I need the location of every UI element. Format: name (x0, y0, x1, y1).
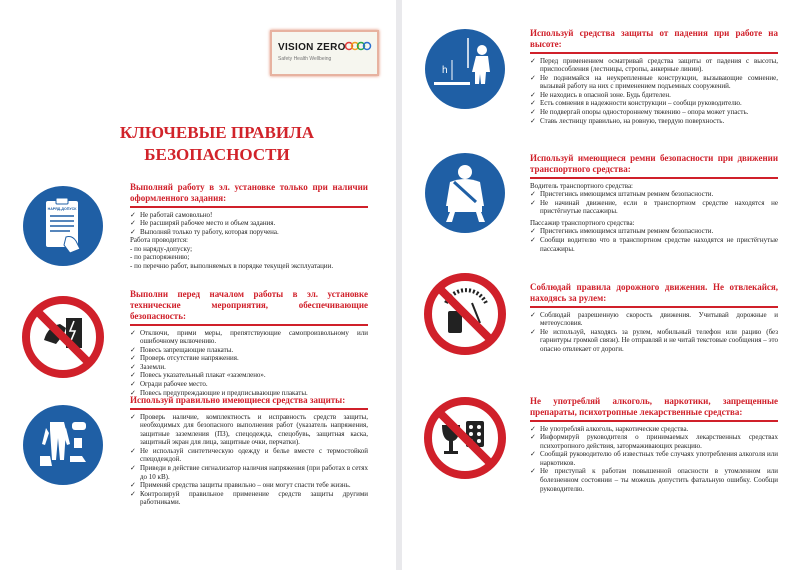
section-heading: Используй средства защиты от падения при работе на высоте: (530, 28, 778, 49)
section-heading: Не употребляй алкоголь, наркотики, запрещенные препараты, психотропные лекарственные средства: (530, 396, 778, 417)
list-item: ✓ Сообщи водителю что в транспортном средстве находятся не пристёгнутые пассажиры. (530, 236, 778, 253)
list-item: ✓ Сообщай руководителю об известных тебе случаях употребления алкоголя или наркотиков. (530, 450, 778, 467)
section-divider (130, 408, 368, 410)
logo-rings-icon (344, 40, 374, 52)
height-icon-letter: h (442, 65, 448, 76)
section-work-assignment (130, 182, 368, 271)
list-item: ✓ Перед применением осматривай средства защиты от падения с высоты, приспособления (лестницы, стропы, анкерные линии). (530, 57, 778, 74)
list-item: ✓ Не используй синтетическую одежду и белье вместе с термостойкой спецодеждой. (130, 447, 368, 464)
fall-protection-icon (424, 28, 506, 110)
list-item: ✓ Проверь наличие, комплектность и исправность средств защиты, необходимых для безопасного выполнения работ (указатель напряжения, защитные заземления (ПЗ), спецодежда, спецобувь, защитная каска, защитный экран для лица, защитные очки, перчатки). (130, 413, 368, 447)
section-divider (130, 206, 368, 208)
list-item: ✓ Пристегнись имеющимся штатным ремнем безопасности. (530, 227, 778, 236)
logo-tagline: Safety Health Wellbeing (278, 56, 332, 62)
page-title (112, 122, 322, 166)
list-item: ✓ Не расширяй рабочее место и объем задания. (130, 219, 368, 228)
list-item: ✓ Повесь указательный плакат «заземлено». (130, 371, 368, 380)
seatbelt-icon (424, 152, 506, 234)
section-technical-measures (130, 289, 368, 397)
section-divider (530, 177, 778, 179)
list-item: ✓ Приведи в действие сигнализатор наличия напряжения (при работах в сетях до 10 кВ). (130, 464, 368, 481)
list-item: ✓ Применяй средства защиты правильно – они могут спасти тебе жизнь. (130, 481, 368, 490)
list-item: ✓ Не используй, находясь за рулем, мобильный телефон или рацию (без гарнитуры громкой связи). Не отправляй и не читай текстовые сообщения – это опасно отвлекает от дороги. (530, 328, 778, 354)
plain-line: Работа проводится: (130, 236, 188, 245)
list-item: ✓ Заземли. (130, 363, 368, 372)
section-no-alcohol (530, 396, 778, 493)
section-divider (530, 420, 778, 422)
no-phone-driving-icon (424, 273, 506, 355)
list-item: ✓ Огради рабочее место. (130, 380, 368, 389)
plain-line: - по наряду-допуску; (130, 244, 193, 253)
list-item: ✓ Не работай самовольно! (130, 211, 368, 220)
clipboard-label: НАРЯД-ДОПУСК (47, 207, 77, 211)
section-traffic-rules (530, 282, 778, 353)
plain-line: - по перечню работ, выполняемых в порядке текущей эксплуатации. (130, 262, 334, 271)
list-item: ✓ Не подвергай опоры одностороннему тяжению – опора может упасть. (530, 108, 778, 117)
list-item: ✓ Контролируй правильное применение средств защиты другими работниками. (130, 490, 368, 507)
title-line-2: БЕЗОПАСНОСТИ (144, 145, 290, 164)
list-item: ✓ Ставь лестницу правильно, на ровную, твердую поверхность. (530, 117, 778, 126)
plain-line: - по распоряжению; (130, 253, 190, 262)
clipboard-icon (22, 185, 104, 267)
list-item: ✓ Не употребляй алкоголь, наркотические средства. (530, 425, 778, 434)
vision-zero-logo (270, 30, 379, 76)
list-item: ✓ Соблюдай разрешенную скорость движения. Учитывай дорожные и метеоусловия. (530, 311, 778, 328)
list-item: ✓ Информируй руководителя о принимаемых лекарственных средствах психотропного действия, затормаживающих реакцию. (530, 433, 778, 450)
plain-line: Водитель транспортного средства: (530, 181, 634, 190)
section-heading: Используй правильно имеющиеся средства защиты: (130, 395, 346, 405)
right-page (402, 0, 800, 570)
section-heading: Выполняй работу в эл. установке только при наличии оформленного задания: (130, 182, 368, 203)
list-item: ✓ Есть сомнения в надежности конструкции – сообщи руководителю. (530, 99, 778, 108)
title-line-1: КЛЮЧЕВЫЕ ПРАВИЛА (119, 123, 315, 142)
list-item: ✓ Повесь запрещающие плакаты. (130, 346, 368, 355)
no-alcohol-drugs-icon (424, 397, 506, 479)
list-item: ✓ Повесь предупреждающие и предписывающие плакаты. (130, 389, 368, 398)
list-item: ✓ Проверь отсутствие напряжения. (130, 354, 368, 363)
list-item: ✓ Не находись в опасной зоне. Будь бдителен. (530, 91, 778, 100)
section-fall-protection (530, 28, 778, 125)
logo-brand: VISION ZERO (278, 42, 346, 53)
section-divider (530, 52, 778, 54)
list-item: ✓ Не приступай к работам повышенной опасности в утомленном или болезненном состоянии – ты можешь допустить фатальную ошибку. Сообщи руководителю. (530, 467, 778, 493)
no-touch-electrical-icon (22, 296, 104, 378)
section-heading: Используй имеющиеся ремни безопасности при движении транспортного средства: (530, 153, 778, 174)
section-seatbelts (530, 153, 778, 253)
section-heading: Выполни перед началом работы в эл. установке технические мероприятия, обеспечивающие безопасность: (130, 289, 368, 321)
list-item: ✓ Не начинай движение, если в транспортном средстве находятся не пристёгнутые пассажиры. (530, 199, 778, 216)
list-item: ✓ Выполняй только ту работу, которая поручена. (130, 228, 368, 237)
section-divider (130, 324, 368, 326)
section-divider (530, 306, 778, 308)
list-item: ✓ Отключи, прими меры, препятствующие самопроизвольному или ошибочному включению. (130, 329, 368, 346)
left-page (0, 0, 396, 570)
section-heading: Соблюдай правила дорожного движения. Не отвлекайся, находясь за рулем: (530, 282, 778, 303)
protective-equipment-icon (22, 404, 104, 486)
plain-line: Пассажир транспортного средства: (530, 218, 635, 227)
section-protective-equipment (130, 395, 368, 507)
list-item: ✓ Пристегнись имеющимся штатным ремнем безопасности. (530, 190, 778, 199)
list-item: ✓ Не поднимайся на неукрепленные конструкции, вызывающие сомнение, вызывай работу на них с применением подъемных сооружений. (530, 74, 778, 91)
